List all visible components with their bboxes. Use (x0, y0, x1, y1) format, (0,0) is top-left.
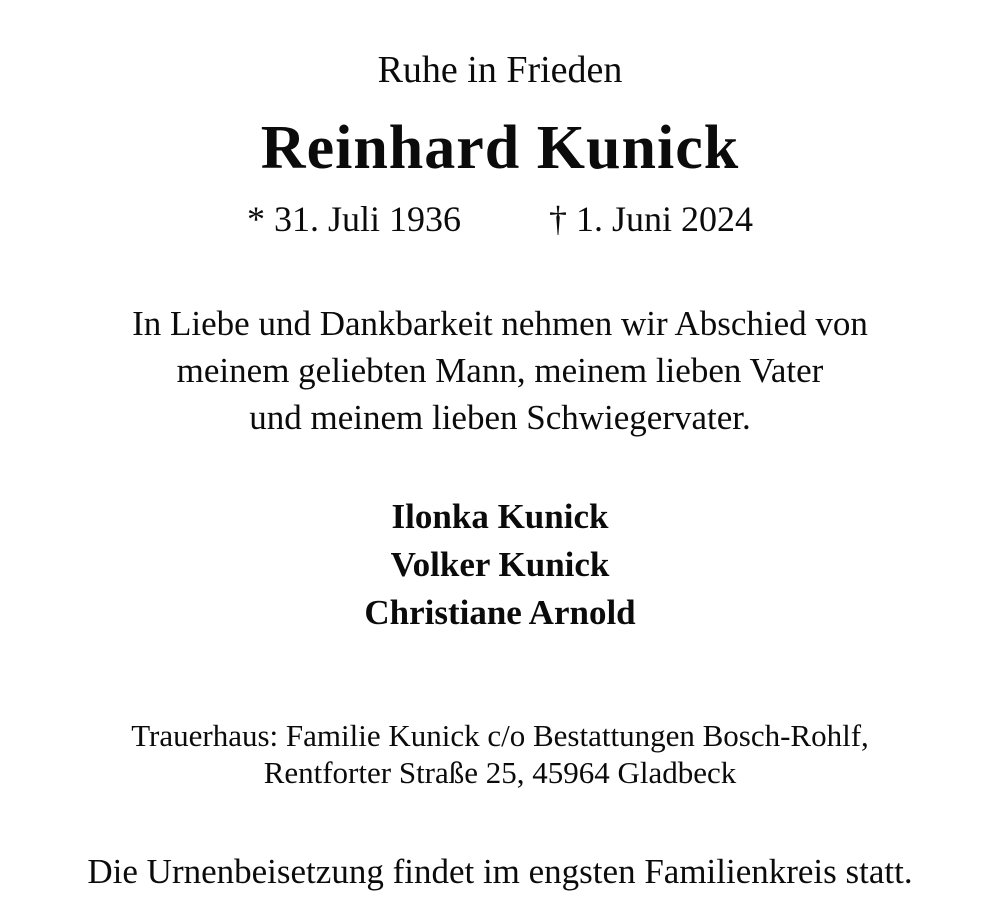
mourner-name: Christiane Arnold (364, 592, 636, 632)
farewell-message-line: meinem geliebten Mann, meinem lieben Vater (176, 350, 824, 390)
burial-note: Die Urnenbeisetzung findet im engsten Familienkreis statt. (87, 851, 913, 891)
mourner-name: Ilonka Kunick (391, 496, 609, 536)
farewell-message-line: und meinem lieben Schwiegervater. (249, 397, 751, 437)
mourner-name: Volker Kunick (390, 544, 610, 584)
funeral-home-contact-line: Rentforter Straße 25, 45964 Gladbeck (263, 754, 737, 790)
farewell-message-line: In Liebe und Dankbarkeit nehmen wir Abschied von (132, 303, 868, 343)
birth-date: * 31. Juli 1936 (246, 198, 461, 239)
mourners-list (0, 493, 1000, 637)
funeral-home-contact (0, 717, 1000, 791)
funeral-home-contact-line: Trauerhaus: Familie Kunick c/o Bestattungen Bosch-Rohlf, (131, 717, 869, 753)
deceased-name: Reinhard Kunick (260, 113, 740, 182)
epitaph-line: Ruhe in Frieden (377, 49, 623, 91)
farewell-message (0, 300, 1000, 441)
death-date: † 1. Juni 2024 (549, 198, 754, 239)
life-dates (0, 198, 1000, 240)
